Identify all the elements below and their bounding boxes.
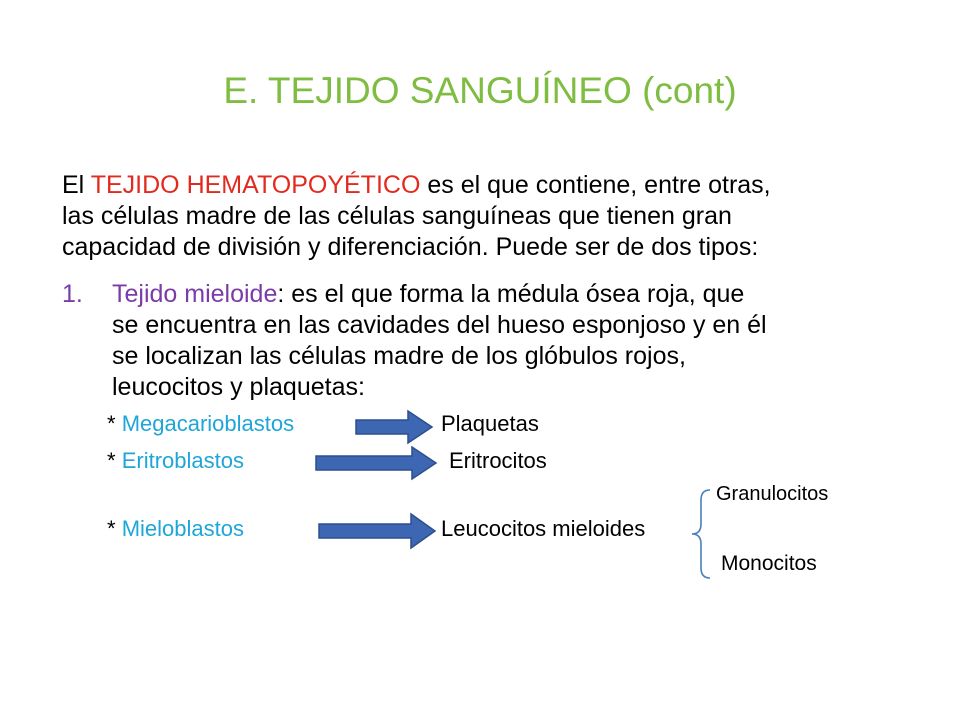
conversion-row-mieloblastos	[107, 516, 244, 542]
list-line-1-rest: : es el que forma la médula ósea roja, que	[277, 280, 745, 308]
slide-title: E. TEJIDO SANGUÍNEO (cont)	[223, 70, 737, 111]
conversion-row-megacarioblastos	[107, 411, 294, 437]
arrow-right-icon	[354, 409, 434, 445]
target-eritrocitos: Eritrocitos	[449, 448, 547, 473]
source-megacarioblastos: Megacarioblastos	[121, 411, 295, 436]
list-line-4: leucocitos y plaquetas:	[112, 373, 365, 401]
source-eritroblastos: Eritroblastos	[121, 448, 244, 473]
list-item-text	[112, 279, 912, 403]
arrow-right-icon	[317, 512, 437, 550]
branch-granulocitos: Granulocitos	[716, 483, 829, 505]
intro-line-2: las células madre de las células sanguíneas que tienen gran	[62, 202, 732, 230]
list-line-3: se localizan las células madre de los glóbulos rojos,	[112, 342, 686, 370]
intro-paragraph	[62, 170, 922, 263]
source-mieloblastos: Mieloblastos	[121, 516, 244, 541]
conversion-row-eritroblastos	[107, 448, 244, 474]
list-number: 1.	[62, 280, 83, 308]
intro-line-1-rest: es el que contiene, entre otras,	[420, 171, 771, 199]
bullet: *	[107, 516, 116, 541]
intro-line-3: capacidad de división y diferenciación. Puede ser de dos tipos:	[62, 233, 759, 261]
myeloid-term: Tejido mieloide	[112, 280, 278, 308]
arrow-right-icon	[314, 445, 438, 481]
bullet: *	[107, 448, 116, 473]
branch-monocitos: Monocitos	[721, 552, 817, 575]
list-line-2: se encuentra en las cavidades del hueso esponjoso y en él	[112, 311, 767, 339]
target-plaquetas: Plaquetas	[441, 411, 539, 436]
bullet: *	[107, 411, 116, 436]
intro-prefix: El	[62, 171, 91, 199]
left-brace-icon	[690, 488, 714, 580]
hematopoietic-term: TEJIDO HEMATOPOYÉTICO	[90, 171, 421, 199]
intro-line-1	[62, 170, 922, 201]
target-leucocitos-mieloides: Leucocitos mieloides	[441, 516, 646, 541]
list-line-1	[112, 279, 912, 310]
